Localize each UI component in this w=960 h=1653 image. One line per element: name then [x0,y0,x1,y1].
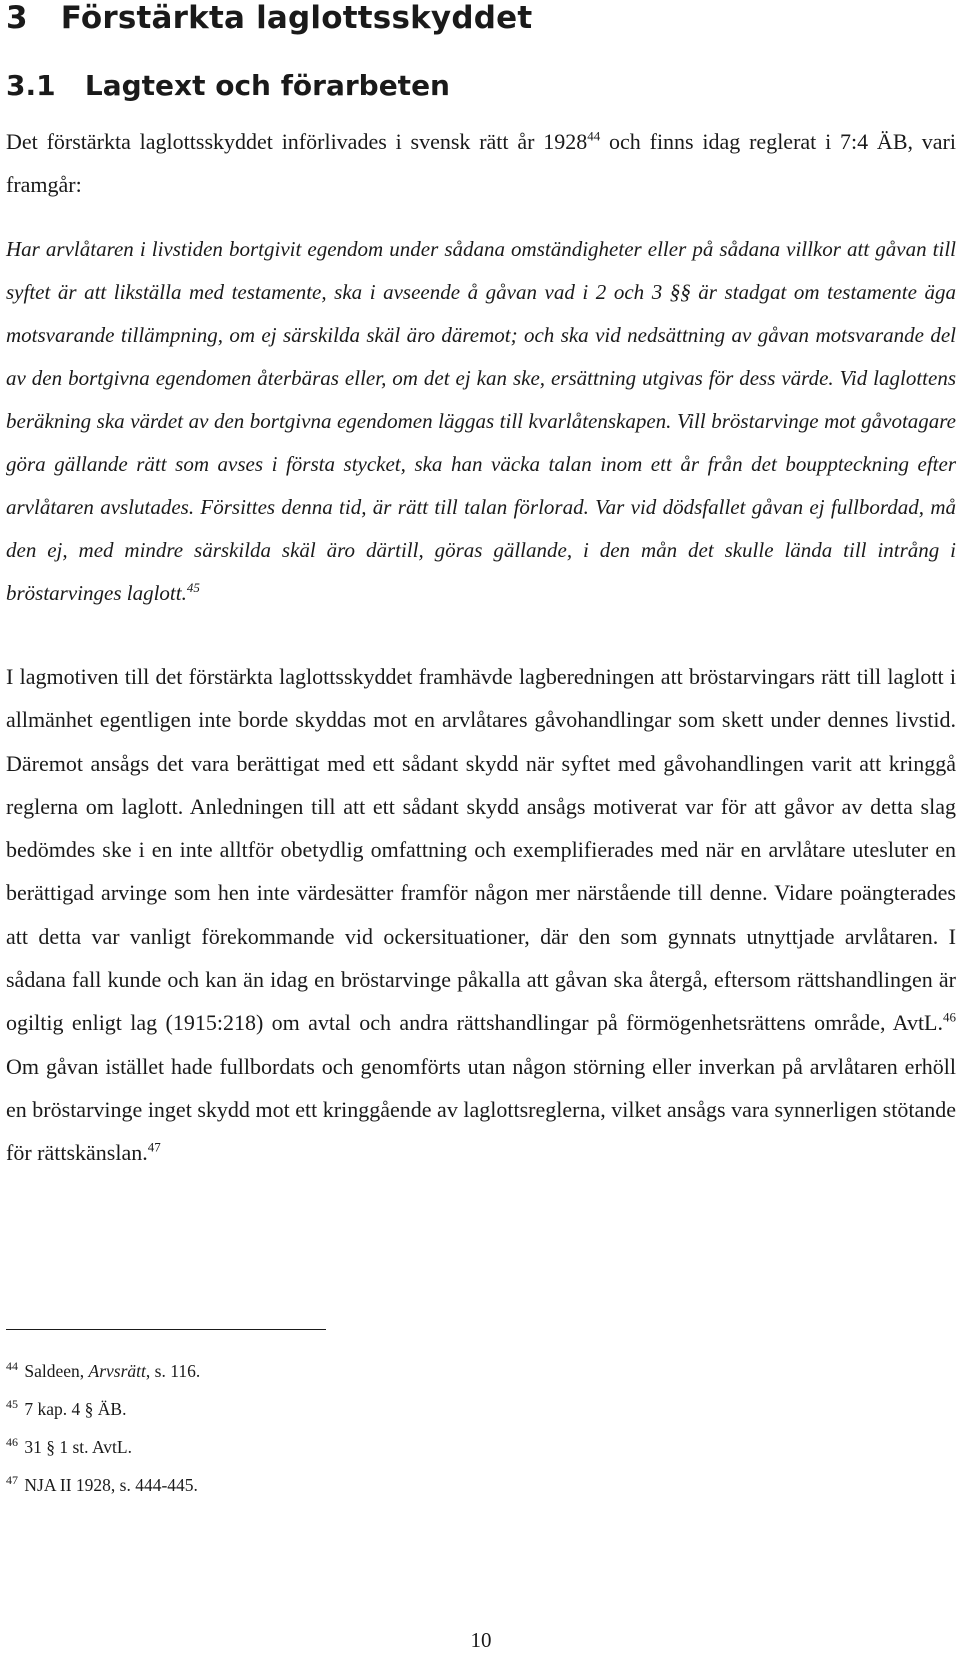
footnote-text: 7 kap. 4 § ÄB. [24,1399,127,1419]
section-heading [6,68,450,104]
footnote-number: 47 [6,1473,18,1488]
footnote-item [6,1474,200,1512]
statute-quote [6,228,956,615]
section-number: 3.1 [6,69,56,102]
body-paragraph [6,655,956,1175]
chapter-title: Förstärkta laglottsskyddet [60,0,533,36]
footnote-text: NJA II 1928, s. 444-445. [24,1475,198,1495]
footnote-ref-44[interactable]: 44 [587,128,601,144]
footnote-list [6,1360,200,1512]
footnote-number: 45 [6,1397,18,1412]
footnote-ref-45[interactable]: 45 [186,580,200,595]
footnote-text: , s. 116. [145,1361,201,1381]
footnote-ref-46[interactable]: 46 [943,1010,956,1026]
footnote-author: Saldeen, [24,1361,89,1381]
footnote-work: Arvsrätt [88,1361,146,1381]
section-title: Lagtext och förarbeten [84,69,450,102]
body-text-part2: Om gåvan istället hade fullbordats och genomförts utan någon störning eller inverkan på arvlåtaren erhöll en bröstarvinge inget skydd mot ett kringgående av laglottsreglerna, vilket ansågs vara synnerligen stötande för rättskänslan. [6,1053,956,1166]
footnote-text: 31 § 1 st. AvtL. [24,1437,132,1457]
intro-text: Det förstärkta laglottsskyddet införlivades i svensk rätt år 1928 [6,129,588,154]
chapter-heading [6,0,532,36]
footnote-item [6,1360,200,1398]
footnote-number: 44 [6,1359,18,1374]
document-page [6,0,960,1653]
chapter-number: 3 [6,0,28,36]
intro-text-after: och finns idag reglerat i 7:4 ÄB, vari framgår: [6,129,956,197]
footnote-item [6,1398,200,1436]
footnote-item [6,1436,200,1474]
footnote-number: 46 [6,1435,18,1450]
quote-text: Har arvlåtaren i livstiden bortgivit egendom under sådana omständigheter eller på sådana villkor att gåvan till syftet är att likställa med testamente, ska i avseende å gåvan vad i 2 och 3 §§ är stadgat om testamente äga motsvarande tillämpning, om ej särskilda skäl äro däremot; och ska vid nedsättning av gåvan motsvarande del av den bortgivna egendomen återbäras eller, om det ej kan ske, ersättning utgivas för dess värde. Vid laglottens beräkning ska värdet av den bortgivna egendomen läggas till kvarlåtenskapen. Vill bröstarvinge mot gåvotagare göra gällande rätt som avses i första stycket, ska han väcka talan inom ett år från det bouppteckning efter arvlåtaren avslutades. Försittes denna tid, är rätt till talan förlorad. Var vid dödsfallet gåvan ej fullbordad, må den ej, med mindre särskilda skäl äro därtill, göras gällande, i den mån det skulle lända till intrång i bröstarvinges laglott. [6,237,956,605]
body-text-part1: I lagmotiven till det förstärkta laglottsskyddet framhävde lagberedningen att bröstarvingars rätt till laglott i allmänhet egentligen inte borde skyddas mot en arvlåtares gåvohandlingar som skett under dennes livstid. Däremot ansågs det vara berättigat med ett sådant skydd när syftet med gåvohandlingen varit att kringgå reglerna om laglott. Anledningen till att ett sådant skydd ansågs motiverat var för att gåvor av detta slag bedömdes ske i en inte alltför obetydlig omfattning och exemplifierades med när en arvlåtare utesluter en berättigad arvinge som hen inte värdesätter framför någon mer närstående till denne. Vidare poängterades att detta var vanligt förekommande vid ockersituationer, där den som gynnats utnyttjade arvlåtaren. I sådana fall kunde och kan än idag en bröstarvinge påkalla att gåvan ska återgå, eftersom rättshandlingen är ogiltig enligt lag (1915:218) om avtal och andra rättshandlingar på förmögenhetsrättens område, AvtL. [6,664,956,1036]
page-number: 10 [470,1628,492,1652]
footnote-separator [6,1329,326,1330]
intro-paragraph [6,120,956,206]
footnote-ref-47[interactable]: 47 [147,1139,161,1155]
